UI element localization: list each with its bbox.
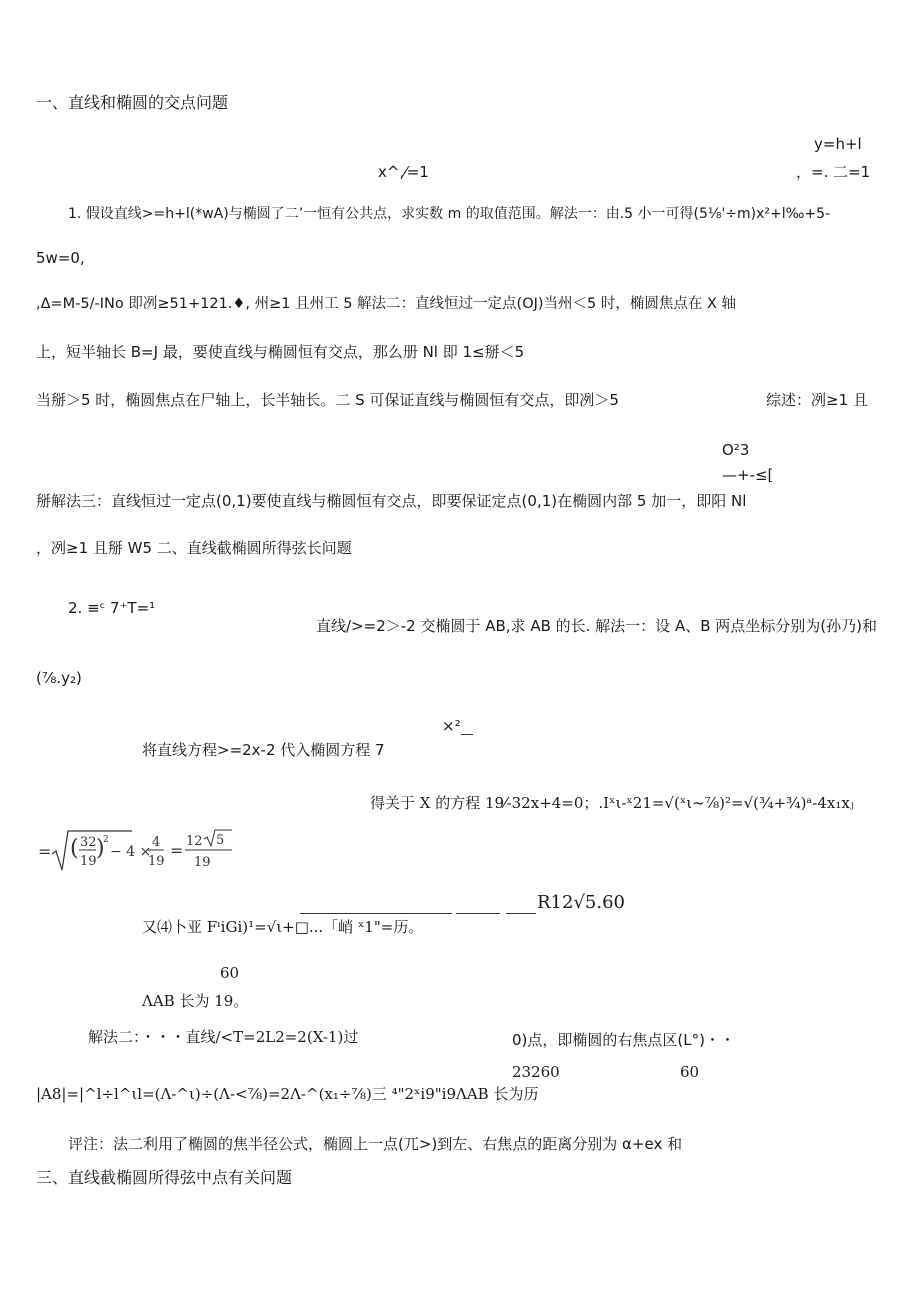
svg-text:32: 32 bbox=[80, 835, 97, 850]
svg-text:=: = bbox=[170, 841, 184, 860]
quadratic-equation: 得关于 X 的方程 19⁄-32x+4=0；.Iˣι-ˣ21=√(ˣι~⅞)²=√(¾+¾)ᵃ-4x₁xⱼ bbox=[370, 794, 854, 812]
paragraph-minor-axis: 上，短半轴长 B=J 最，要使直线与椭圆恒有交点，那么册 Nl 即 1≤掰＜5 bbox=[36, 343, 525, 361]
formula-x-squared: ×² bbox=[442, 717, 461, 735]
fraction-bar bbox=[461, 734, 473, 735]
svg-text:2: 2 bbox=[103, 835, 109, 845]
svg-text:19: 19 bbox=[80, 854, 97, 869]
svg-text:19: 19 bbox=[148, 854, 165, 869]
summary-text: 综述：冽≥1 且 bbox=[766, 391, 868, 409]
formula-o23: O²3 bbox=[722, 441, 750, 459]
paragraph-major-axis: 当掰＞5 时，椭圆焦点在尸轴上，长半轴长。二 S 可保证直线与椭圆恒有交点，即冽＞5 bbox=[36, 391, 619, 409]
svg-text:(: ( bbox=[70, 836, 79, 861]
paragraph-solution-2: ,Δ=M-5/-INo 即冽≥51+121.♦, 州≥1 且州工 5 解法二：直线恒过一定点(OJ)当州＜5 时，椭圆焦点在 X 轴 bbox=[36, 296, 737, 312]
result-value: R12√5.60 bbox=[537, 892, 626, 913]
rule-line-2 bbox=[456, 913, 500, 914]
substitution-text: 将直线方程>=2x-2 代入椭圆方程 7 bbox=[142, 741, 385, 759]
problem-1-cont: 5w=0, bbox=[36, 249, 85, 267]
formula-line-y: y=h+l bbox=[814, 135, 862, 153]
ab-focal-equation: |A8|=|^l÷l^ιl=(Λ-^ι)÷(Λ-<⅞)=2Λ-^(x₁÷⅞)三 ⁴"2ˣi9"i9ΛAB 长为历 bbox=[36, 1085, 539, 1103]
problem-2-label: 2. ≡ᶜ 7⁺T=¹ bbox=[68, 599, 156, 617]
svg-text:19: 19 bbox=[194, 855, 211, 870]
solution-2-text: 解法二：・・・直线/<T=2L2=2(X-1)过 bbox=[88, 1028, 359, 1046]
formula-right-2: ，=. 二=1 bbox=[796, 163, 871, 181]
rule-line-1 bbox=[300, 913, 452, 914]
numerator-60: 60 bbox=[220, 964, 240, 982]
problem-1-text: 1. 假设直线>=h+l(*wA)与椭圆了二’一恒有公共点，求实数 m 的取值范围。解法一：由.5 小一可得(5⅛'÷m)x²+l‰+5- bbox=[68, 206, 831, 222]
svg-text:12: 12 bbox=[186, 834, 203, 849]
right-focus-text: 0)点，即椭圆的右焦点区(L°)・・ bbox=[512, 1031, 735, 1049]
focal-radius-text: 又⑷卜亚 FᶦiGi)¹=√ι+□...「峭 ˣ1"=历。 bbox=[142, 918, 424, 936]
svg-text:5: 5 bbox=[216, 833, 225, 848]
svg-text:=: = bbox=[38, 842, 52, 861]
comment-text: 评注：法二利用了椭圆的焦半径公式，椭圆上一点(兀>)到左、右焦点的距离分别为 α+ex 和 bbox=[68, 1135, 683, 1153]
value-23260: 23260 bbox=[512, 1063, 560, 1081]
point-coordinates: (⅞.y₂) bbox=[36, 669, 82, 687]
section-3-heading: 三、直线截椭圆所得弦中点有关问题 bbox=[36, 1168, 293, 1187]
rule-line-3 bbox=[506, 913, 536, 914]
problem-2-text: 直线/>=2＞-2 交椭圆于 AB,求 AB 的长. 解法一：设 A、B 两点坐标分别为(孙乃)和 bbox=[316, 617, 877, 635]
paragraph-solution-3: 掰解法三：直线恒过一定点(0,1)要使直线与椭圆恒有交点，即要保证定点(0,1)在椭圆内部 5 加一，即阳 Nl bbox=[36, 492, 747, 510]
section-2-heading: ，冽≥1 且掰 W5 二、直线截椭圆所得弦长问题 bbox=[36, 539, 352, 557]
formula-ellipse: x^,⁄=1 bbox=[378, 163, 429, 181]
svg-text:): ) bbox=[96, 836, 105, 861]
svg-text:4: 4 bbox=[152, 835, 161, 850]
value-60: 60 bbox=[680, 1063, 700, 1081]
section-1-heading: 一、直线和椭圆的交点问题 bbox=[36, 93, 229, 112]
ab-length-result: ΛAB 长为 19。 bbox=[142, 992, 249, 1010]
formula-inequality: —+-≤[ bbox=[722, 466, 774, 484]
svg-text:− 4 ×: − 4 × bbox=[110, 844, 152, 860]
chord-length-formula bbox=[36, 826, 236, 876]
